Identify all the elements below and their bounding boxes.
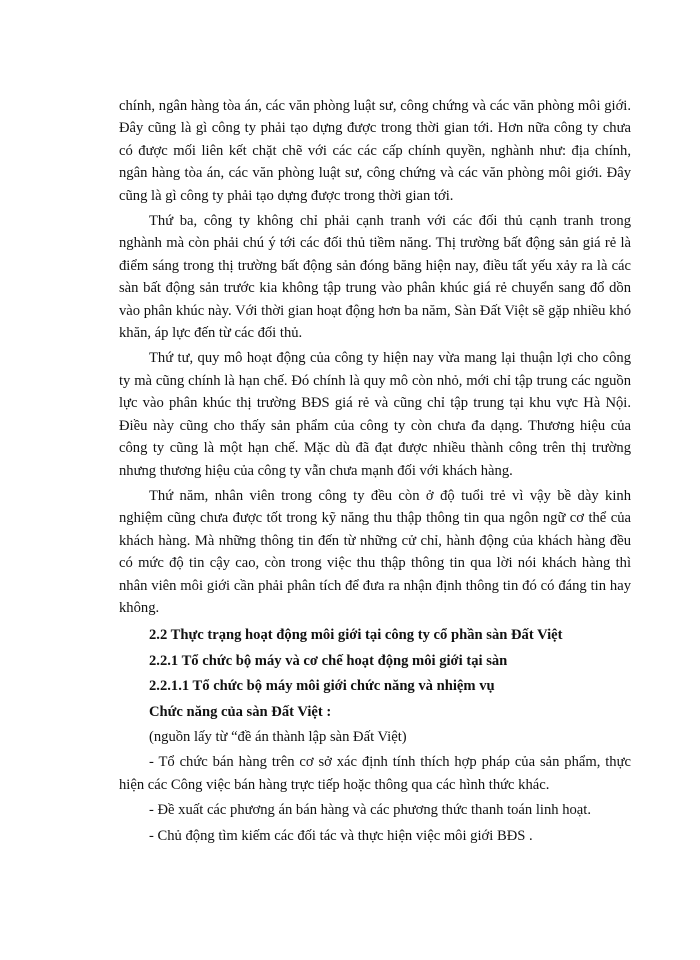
section-heading-2-2: 2.2 Thực trạng hoạt động môi giới tại công ty cổ phần sàn Đất Việt (149, 627, 563, 644)
bullet-item: - Chủ động tìm kiếm các đối tác và thực hiện việc môi giới BĐS . (149, 827, 533, 844)
source-note: (nguồn lấy từ “đề án thành lập sàn Đất Việt) (149, 728, 407, 745)
paragraph-continuation: chính, ngân hàng tòa án, các văn phòng luật sư, công chứng và các văn phòng môi giới. Đây cũng là gì công ty phải tạo dựng được trong thời gian tới. Hơn nữa công ty chưa có được mối liên kết chặt chẽ với các các cấp chính quyền, nghành như: địa chính, ngân hàng tòa án, các văn phòng luật sư, công chứng và các văn phòng môi giới. Đây cũng là gì công ty phải tạo dựng được trong thời gian tới. (119, 98, 631, 204)
bullet-item: - Tổ chức bán hàng trên cơ sở xác định tính thích hợp pháp của sản phẩm, thực hiện các Công việc bán hàng trực tiếp hoặc thông qua các hình thức khác. (119, 754, 631, 793)
paragraph-fifth-point: Thứ năm, nhân viên trong công ty đều còn ở độ tuổi trẻ vì vậy bề dày kinh nghiệm cũng chưa được tốt trong kỹ năng thu thập thông tin qua ngôn ngữ cơ thể của khách hàng. Mà những thông tin đến từ những cử chỉ, hành động của khách hàng đều có mức độ tin cậy cao, còn trong việc thu thập thông tin qua lời nói khách hàng thì nhân viên môi giới cần phải phân tích để đưa ra nhận định thông tin đó có đáng tin hay không. (119, 487, 631, 616)
document-page (119, 95, 631, 847)
section-heading-2-2-1-1: 2.2.1.1 Tổ chức bộ máy môi giới chức năng và nhiệm vụ (149, 678, 495, 695)
paragraph-fourth-point: Thứ tư, quy mô hoạt động của công ty hiện nay vừa mang lại thuận lợi cho công ty mà cũng chính là hạn chế. Đó chính là quy mô còn nhỏ, mới chỉ tập trung các nguồn lực vào phân khúc thị trường BĐS giá rẻ và cũng chỉ tập trung tại khu vực Hà Nội. Điều này cũng cho thấy sản phẩm của công ty còn chưa đa dạng. Thương hiệu của công ty cũng là một hạn chế. Mặc dù đã đạt được nhiều thành công trên thị trường nhưng thương hiệu của công ty vẫn chưa mạnh đối với khách hàng. (119, 350, 631, 479)
bullet-item: - Đề xuất các phương án bán hàng và các phương thức thanh toán linh hoạt. (149, 802, 591, 819)
subheading-functions: Chức năng của sàn Đất Việt : (149, 703, 332, 720)
paragraph-third-point: Thứ ba, công ty không chỉ phải cạnh tranh với các đối thủ cạnh tranh trong nghành mà còn phải chú ý tới các đối thủ tiềm năng. Thị trường bất động sản giá rẻ là điểm sáng trong thị trường bất động sản đóng băng hiện nay, điều tất yếu xảy ra là các sàn bất động sản trước kia không tập trung vào phân khúc giá rẻ chuyển sang đổ dồn vào phân khúc này. Với thời gian hoạt động hơn ba năm, Sàn Đất Việt sẽ gặp nhiều khó khăn, áp lực đến từ các đối thủ. (119, 213, 631, 342)
section-heading-2-2-1: 2.2.1 Tổ chức bộ máy và cơ chế hoạt động môi giới tại sàn (149, 652, 508, 669)
